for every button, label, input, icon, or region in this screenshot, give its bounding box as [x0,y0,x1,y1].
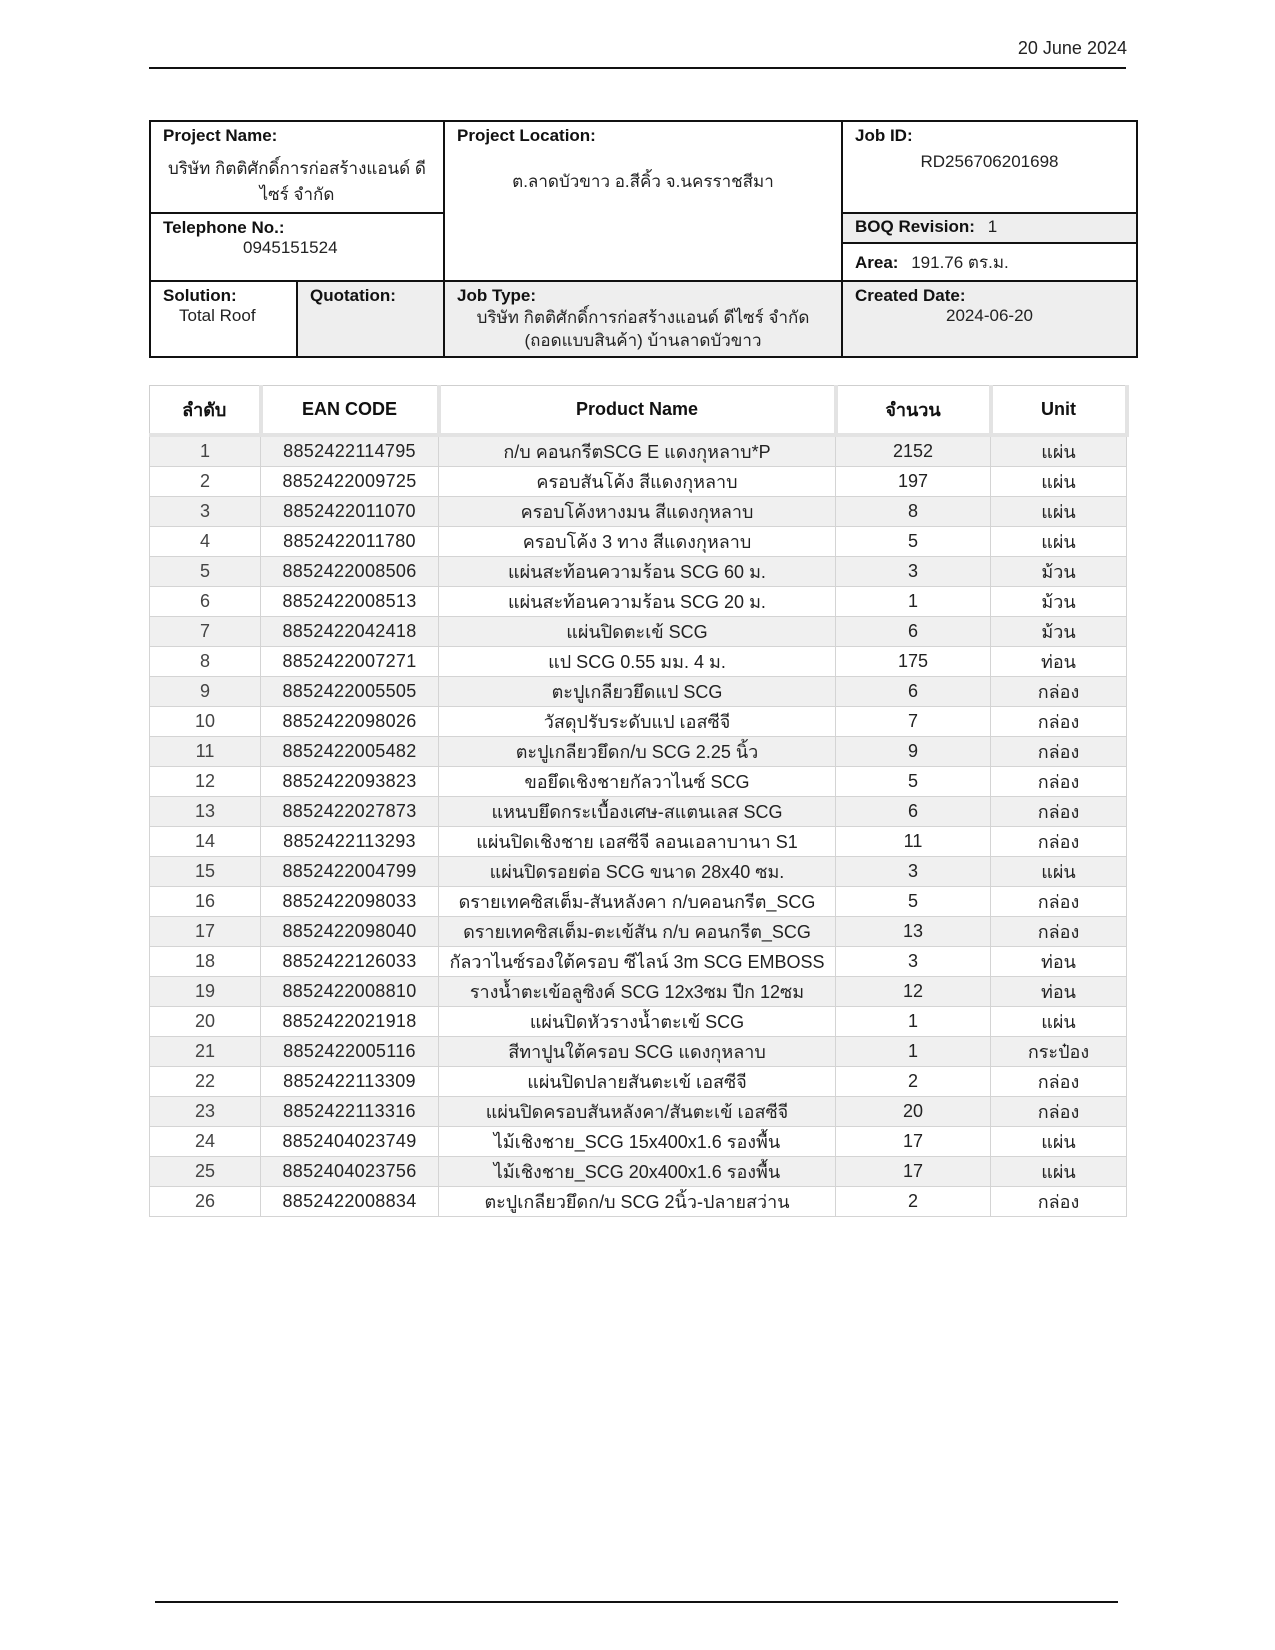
boq-revision-label: BOQ Revision: [855,217,975,236]
table-row [150,797,1127,827]
table-row [150,467,1127,497]
table-row [150,767,1127,797]
row-number: 8 [150,647,261,677]
unit: ท่อน [991,977,1127,1007]
unit: กล่อง [991,677,1127,707]
product-name: ไม้เชิงชาย_SCG 20x400x1.6 รองพื้น [439,1157,836,1187]
row-number: 3 [150,497,261,527]
project-name-label: Project Name: [163,126,278,145]
solution-cell [150,281,297,357]
product-name: แหนบยึดกระเบื้องเศษ-สแตนเลส SCG [439,797,836,827]
product-name: กัลวาไนซ์รองใต้ครอบ ซีไลน์ 3m SCG EMBOSS [439,947,836,977]
row-number: 13 [150,797,261,827]
project-info-table [149,120,1138,358]
table-row [150,977,1127,1007]
table-row [150,1037,1127,1067]
table-row [150,435,1127,467]
table-row [150,1127,1127,1157]
table-row [150,1157,1127,1187]
product-name: แผ่นสะท้อนความร้อน SCG 60 ม. [439,557,836,587]
solution-value: Total Roof [179,306,256,325]
product-name: แผ่นปิดเชิงชาย เอสซีจี ลอนเอลาบานา S1 [439,827,836,857]
unit: ม้วน [991,617,1127,647]
job-type-cell [444,281,842,357]
ean-code: 8852422011070 [261,497,439,527]
product-name: ครอบโค้ง 3 ทาง สีแดงกุหลาบ [439,527,836,557]
unit: กล่อง [991,887,1127,917]
ean-code: 8852422114795 [261,435,439,467]
row-number: 14 [150,827,261,857]
product-name: แผ่นสะท้อนความร้อน SCG 20 ม. [439,587,836,617]
quantity: 6 [836,797,991,827]
product-name: ไม้เชิงชาย_SCG 15x400x1.6 รองพื้น [439,1127,836,1157]
quantity: 1 [836,1007,991,1037]
ean-code: 8852422027873 [261,797,439,827]
table-row [150,707,1127,737]
table-row [150,617,1127,647]
telephone-label: Telephone No.: [163,218,285,237]
row-number: 25 [150,1157,261,1187]
ean-code: 8852422005116 [261,1037,439,1067]
row-number: 22 [150,1067,261,1097]
row-number: 4 [150,527,261,557]
col-header-no: ลำดับ [150,386,261,436]
quantity: 1 [836,587,991,617]
product-name: แผ่นปิดครอบสันหลังคา/สันตะเข้ เอสซีจี [439,1097,836,1127]
project-name-cell [150,121,444,213]
quantity: 17 [836,1127,991,1157]
quantity: 7 [836,707,991,737]
ean-code: 8852422098033 [261,887,439,917]
ean-code: 8852422008506 [261,557,439,587]
ean-code: 8852422008513 [261,587,439,617]
telephone-cell [150,213,444,281]
quantity: 20 [836,1097,991,1127]
row-number: 26 [150,1187,261,1217]
top-divider [149,67,1126,69]
unit: กล่อง [991,1187,1127,1217]
quantity: 197 [836,467,991,497]
unit: แผ่น [991,435,1127,467]
product-name: ตะปูเกลียวยึดแป SCG [439,677,836,707]
area-value: 191.76 ตร.ม. [911,253,1009,272]
created-date-label: Created Date: [855,286,966,305]
table-row [150,1097,1127,1127]
ean-code: 8852404023749 [261,1127,439,1157]
table-row [150,587,1127,617]
job-id-value: RD256706201698 [920,152,1059,171]
row-number: 2 [150,467,261,497]
product-name: ตะปูเกลียวยึดก/บ SCG 2นิ้ว-ปลายสว่าน [439,1187,836,1217]
quantity: 5 [836,887,991,917]
product-name: ดรายเทคซิสเต็ม-ตะเข้สัน ก/บ คอนกรีต_SCG [439,917,836,947]
unit: แผ่น [991,1007,1127,1037]
table-row [150,647,1127,677]
quantity: 13 [836,917,991,947]
unit: ม้วน [991,587,1127,617]
quantity: 17 [836,1157,991,1187]
quantity: 3 [836,857,991,887]
ean-code: 8852422126033 [261,947,439,977]
product-name: ครอบโค้งหางมน สีแดงกุหลาบ [439,497,836,527]
product-name: แป SCG 0.55 มม. 4 ม. [439,647,836,677]
job-id-label: Job ID: [855,126,913,145]
unit: แผ่น [991,467,1127,497]
row-number: 19 [150,977,261,1007]
table-row [150,917,1127,947]
unit: แผ่น [991,1157,1127,1187]
unit: กล่อง [991,737,1127,767]
ean-code: 8852422011780 [261,527,439,557]
quotation-label: Quotation: [310,286,396,305]
quotation-cell [297,281,444,357]
quantity: 175 [836,647,991,677]
product-name: ครอบสันโค้ง สีแดงกุหลาบ [439,467,836,497]
quantity: 6 [836,617,991,647]
quantity: 11 [836,827,991,857]
quantity: 3 [836,557,991,587]
bottom-divider [155,1601,1118,1603]
ean-code: 8852422113316 [261,1097,439,1127]
created-date-value: 2024-06-20 [946,306,1033,325]
unit: กล่อง [991,1067,1127,1097]
row-number: 18 [150,947,261,977]
solution-label: Solution: [163,286,237,305]
ean-code: 8852422093823 [261,767,439,797]
product-name: แผ่นปิดตะเข้ SCG [439,617,836,647]
product-name: รางน้ำตะเข้อลูซิงค์ SCG 12x3ซม ปีก 12ซม [439,977,836,1007]
project-location-label: Project Location: [457,126,596,145]
table-row [150,1187,1127,1217]
row-number: 6 [150,587,261,617]
job-id-cell [842,121,1137,213]
unit: กล่อง [991,797,1127,827]
quantity: 8 [836,497,991,527]
quantity: 1 [836,1037,991,1067]
row-number: 24 [150,1127,261,1157]
unit: ม้วน [991,557,1127,587]
product-name: ขอยึดเชิงชายกัลวาไนซ์ SCG [439,767,836,797]
row-number: 17 [150,917,261,947]
quantity: 2 [836,1187,991,1217]
table-row [150,497,1127,527]
table-row [150,557,1127,587]
ean-code: 8852422008834 [261,1187,439,1217]
row-number: 15 [150,857,261,887]
ean-code: 8852422098040 [261,917,439,947]
unit: กล่อง [991,827,1127,857]
ean-code: 8852422005505 [261,677,439,707]
quantity: 2 [836,1067,991,1097]
table-row [150,677,1127,707]
product-name: ตะปูเกลียวยึดก/บ SCG 2.25 นิ้ว [439,737,836,767]
product-name: วัสดุปรับระดับแป เอสซีจี [439,707,836,737]
unit: แผ่น [991,1127,1127,1157]
ean-code: 8852422008810 [261,977,439,1007]
job-type-line-2: (ถอดแบบสินค้า) บ้านลาดบัวขาว [524,331,762,350]
row-number: 23 [150,1097,261,1127]
project-location-cell [444,121,842,281]
quantity: 12 [836,977,991,1007]
document-date: 20 June 2024 [1017,38,1127,58]
project-location-value: ต.ลาดบัวขาว อ.สีคิ้ว จ.นครราชสีมา [512,172,774,191]
row-number: 12 [150,767,261,797]
unit: แผ่น [991,857,1127,887]
col-header-product: Product Name [439,386,836,436]
table-row [150,1007,1127,1037]
product-name: แผ่นปิดรอยต่อ SCG ขนาด 28x40 ซม. [439,857,836,887]
unit: กล่อง [991,767,1127,797]
row-number: 5 [150,557,261,587]
product-name: ดรายเทคซิสเต็ม-สันหลังคา ก/บคอนกรีต_SCG [439,887,836,917]
product-name: ก/บ คอนกรีตSCG E แดงกุหลาบ*P [439,435,836,467]
product-name: สีทาปูนใต้ครอบ SCG แดงกุหลาบ [439,1037,836,1067]
area-label: Area: [855,253,899,272]
created-date-cell [842,281,1137,357]
ean-code: 8852422098026 [261,707,439,737]
table-row [150,857,1127,887]
ean-code: 8852422113293 [261,827,439,857]
quantity: 2152 [836,435,991,467]
row-number: 9 [150,677,261,707]
quantity: 3 [836,947,991,977]
quantity: 9 [836,737,991,767]
unit: ท่อน [991,647,1127,677]
quantity: 6 [836,677,991,707]
quantity: 5 [836,767,991,797]
unit: แผ่น [991,527,1127,557]
ean-code: 8852404023756 [261,1157,439,1187]
row-number: 20 [150,1007,261,1037]
ean-code: 8852422004799 [261,857,439,887]
table-row [150,737,1127,767]
ean-code: 8852422009725 [261,467,439,497]
unit: กล่อง [991,917,1127,947]
product-table-header [150,386,1127,436]
ean-code: 8852422113309 [261,1067,439,1097]
table-row [150,887,1127,917]
product-table [149,385,1129,1217]
product-table-body [150,435,1127,1217]
table-row [150,527,1127,557]
boq-revision-cell [842,213,1137,243]
row-number: 1 [150,435,261,467]
row-number: 21 [150,1037,261,1067]
table-row [150,1067,1127,1097]
unit: แผ่น [991,497,1127,527]
product-name: แผ่นปิดปลายสันตะเข้ เอสซีจี [439,1067,836,1097]
product-name: แผ่นปิดหัวรางน้ำตะเข้ SCG [439,1007,836,1037]
ean-code: 8852422021918 [261,1007,439,1037]
col-header-ean: EAN CODE [261,386,439,436]
col-header-unit: Unit [991,386,1127,436]
area-cell [842,243,1137,281]
quantity: 5 [836,527,991,557]
boq-revision-value: 1 [987,217,998,236]
ean-code: 8852422007271 [261,647,439,677]
job-type-label: Job Type: [457,286,537,305]
job-type-line-1: บริษัท กิตติศักดิ์การก่อสร้างแอนด์ ดีไซร์ จำกัด [476,308,810,327]
row-number: 16 [150,887,261,917]
unit: กล่อง [991,1097,1127,1127]
table-row [150,947,1127,977]
unit: กล่อง [991,707,1127,737]
project-name-value: บริษัท กิตติศักดิ์การก่อสร้างแอนด์ ดีไซร์ จำกัด [168,159,426,204]
unit: กระป๋อง [991,1037,1127,1067]
row-number: 11 [150,737,261,767]
unit: ท่อน [991,947,1127,977]
ean-code: 8852422005482 [261,737,439,767]
row-number: 10 [150,707,261,737]
telephone-value: 0945151524 [243,238,338,257]
row-number: 7 [150,617,261,647]
table-row [150,827,1127,857]
col-header-qty: จำนวน [836,386,991,436]
ean-code: 8852422042418 [261,617,439,647]
